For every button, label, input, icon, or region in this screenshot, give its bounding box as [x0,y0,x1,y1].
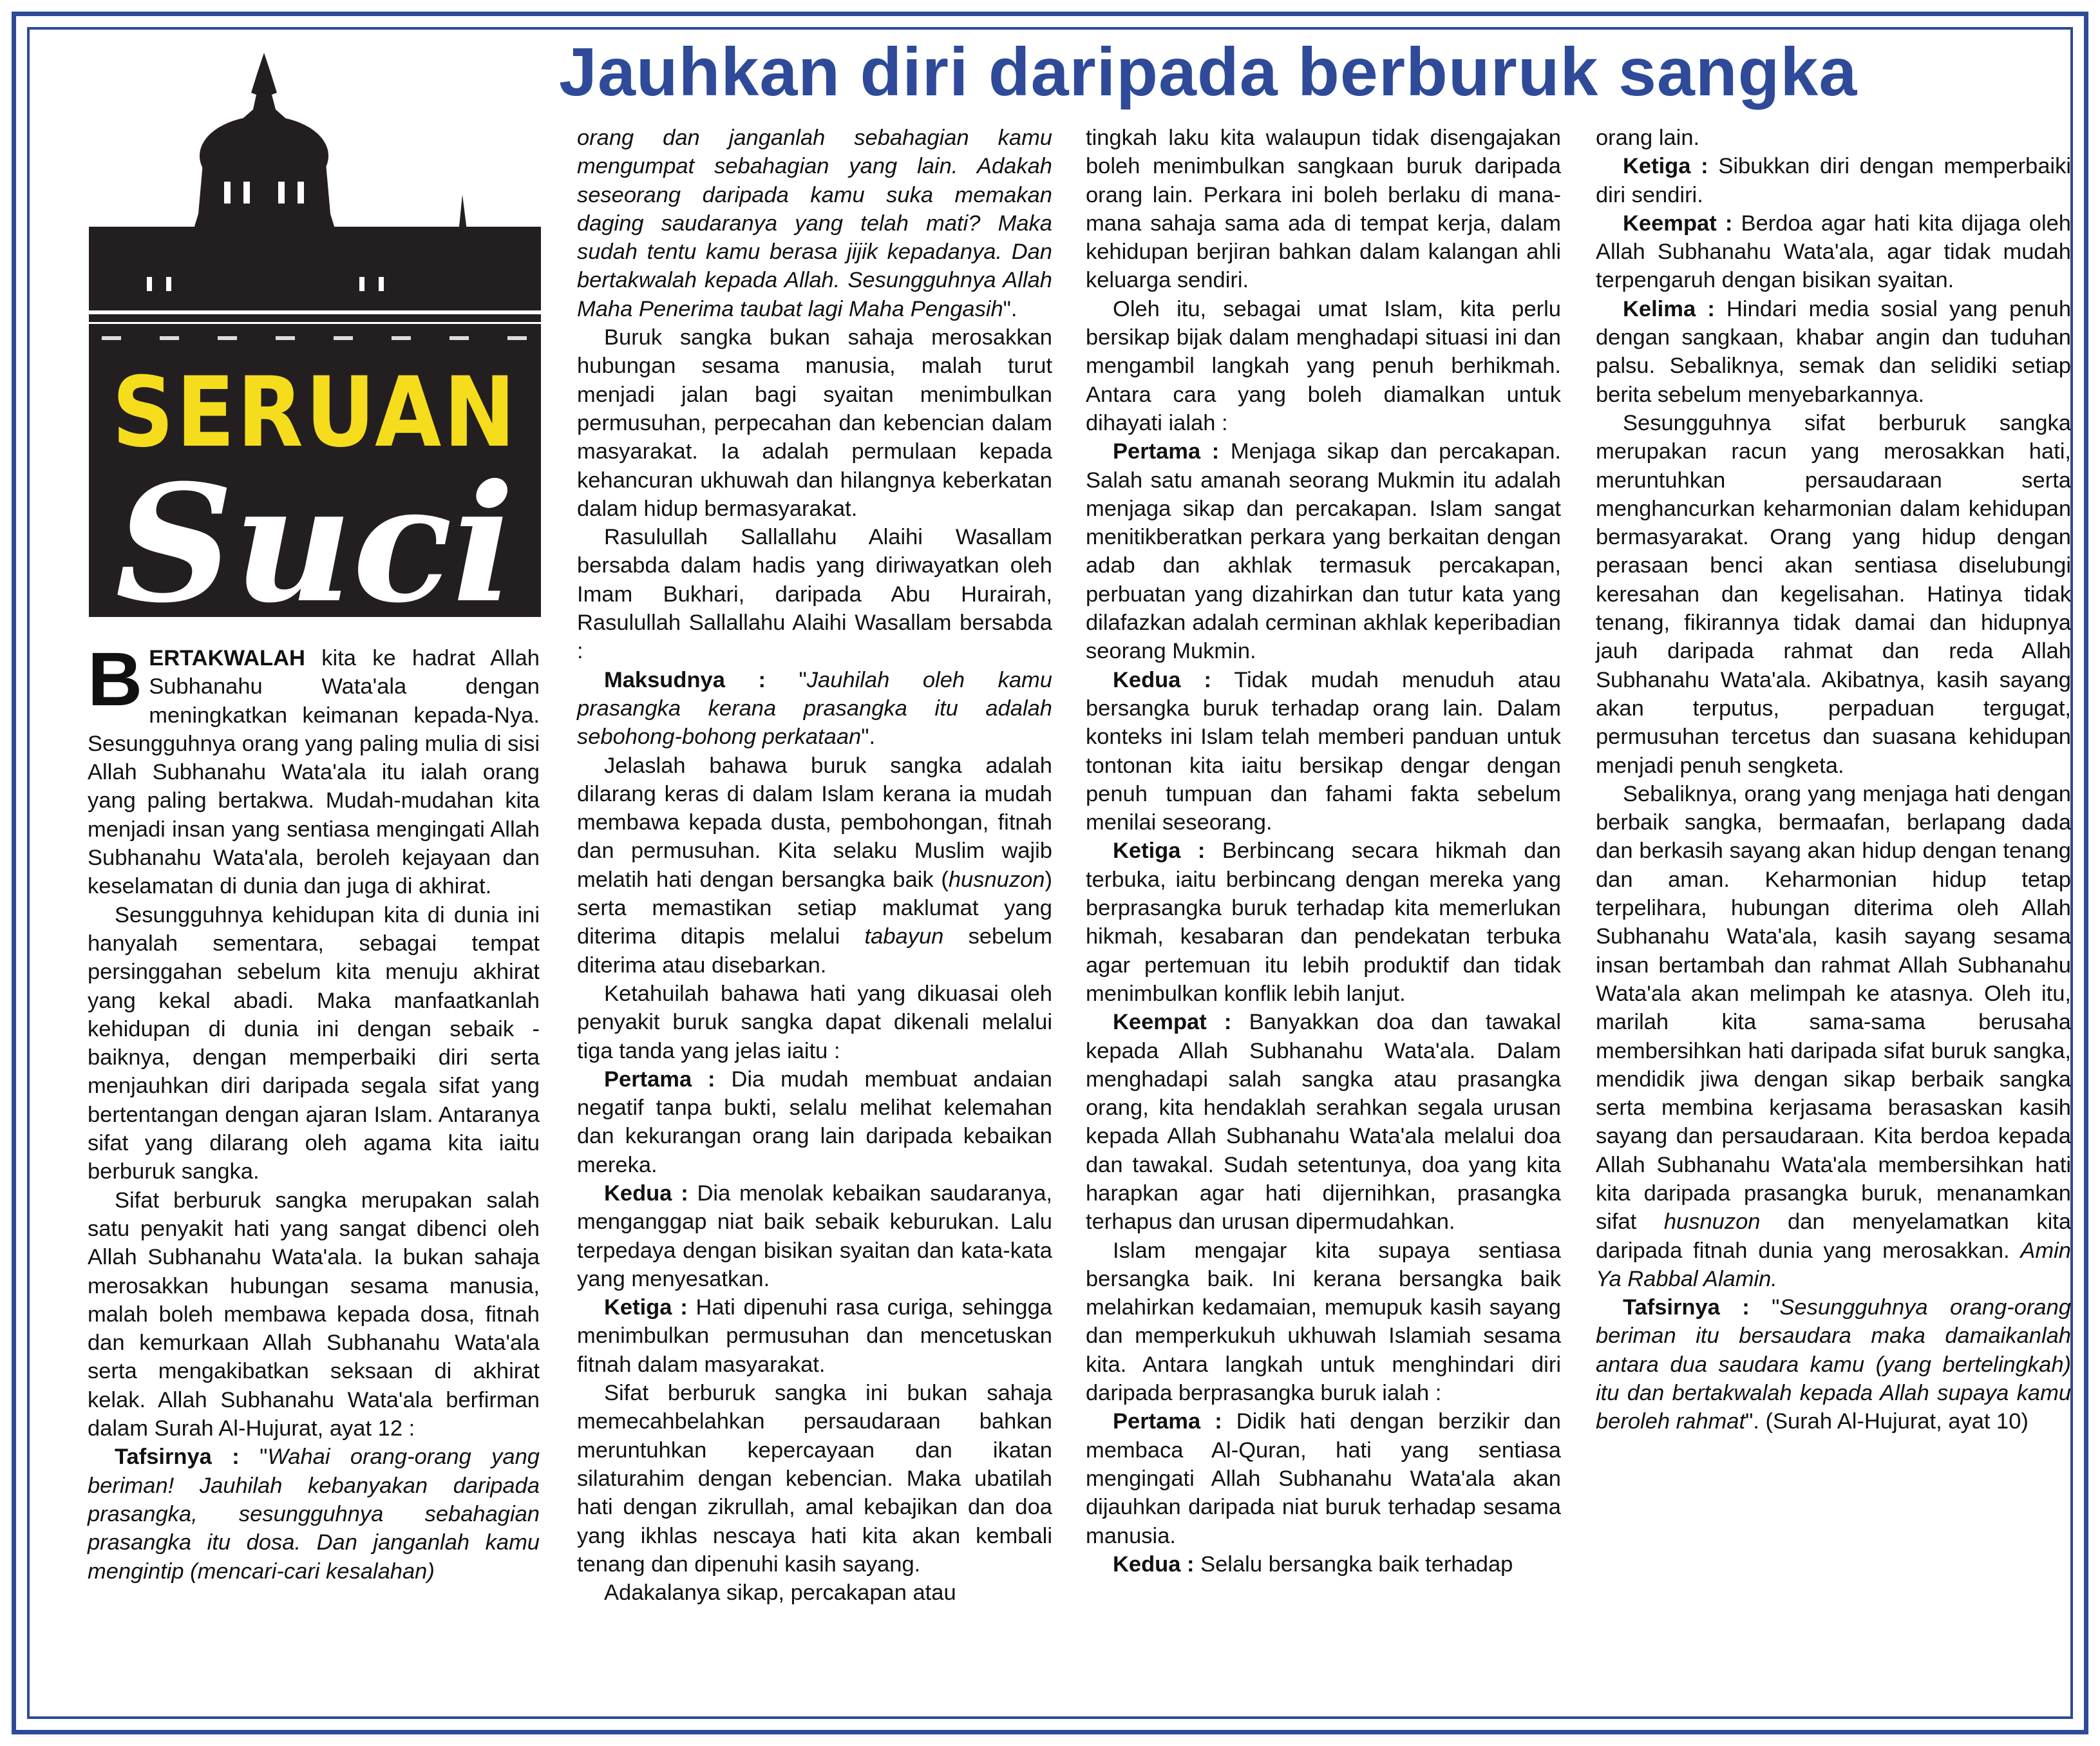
paragraph-text: Hati dipenuhi rasa curiga, sehingga menimbulkan permusuhan dan mencetuskan fitnah dalam masyarakat. [577,1295,1052,1377]
paragraph-text: Berdoa agar hati kita dijaga oleh Allah Subhanahu Wata'ala, agar tidak mudah terpengaruh dengan bisikan syaitan. [1596,211,2071,293]
hadith-translation: Jauhilah oleh kamu prasangka kerana prasangka itu adalah sebohong-bohong perkataan [577,667,1052,750]
quote-mark: " [1749,1295,1780,1320]
drop-cap: B [88,637,143,722]
logo-word-suci: Suci [115,449,515,617]
lead-word: Tafsirnya : [115,1445,240,1470]
seruan-suci-logo [89,33,541,617]
article-headline: Jauhkan diri daripada berburuk sangka [559,34,1858,110]
paragraph: Adakalanya sikap, percakapan atau [604,1580,956,1606]
paragraph: Oleh itu, sebagai umat Islam, kita perlu bersikap bijak dalam menghadapi situasi ini dan mengambil langkah yang penuh berhikmah. Antara cara yang boleh diamalkan untuk dihayati ialah : [1086,296,1561,435]
quote-end: ". [861,725,876,750]
article-column-4 [1596,124,2071,1436]
paragraph [88,1443,540,1585]
lead-word: Ketiga : [1113,839,1206,864]
paragraph-text: Jelaslah bahawa buruk sangka adalah dilarang keras di dalam Islam kerana ia mudah membawa kepada dusta, pembohongan, fitnah dan permusuhan. Kita selaku Muslim wajib melatih hati dengan bersangka baik ( [577,753,1052,892]
quote-end: ". [1003,296,1017,321]
lead-word: Ketiga : [1623,154,1708,179]
italic-term: husnuzon [948,867,1045,892]
lead-word: Kedua : [1113,667,1211,692]
paragraph [1086,437,1561,665]
paragraph-text: kita ke hadrat Allah Subhanahu Wata'ala dengan meningkatkan keimanan kepada-Nya. Sesungguhnya orang yang paling mulia di sisi Allah Subhanahu Wata'ala itu ialah orang yang paling bertakwa. Mudah-mudahan kita menjadi insan yang sentiasa mengingati Allah Subhanahu Wata'ala, beroleh kejayaan dan keselamatan di dunia dan juga di akhirat. [88,646,540,899]
paragraph [1086,666,1561,837]
paragraph-text: Sebaliknya, orang yang menjaga hati dengan berbaik sangka, bermaafan, berlapang dada dan berkasih sayang akan hidup dengan tenang dan aman. Keharmonian hidup tetap terpelihara, hubungan diterima oleh Allah Subhanahu Wata'ala, kasih sayang sesama insan bertambah dan rahmat Allah Subhanahu Wata'ala akan melimpah ke atasnya. Oleh itu, marilah kita sama-sama berusaha membersihkan hati daripada sifat buruk sangka, mendidik jiwa dengan sikap berbaik sangka serta membina kerjasama berasaskan kasih sayang dan persaudaraan. Kita berdoa kepada Allah Subhanahu Wata'ala membersihkan hati kita daripada prasangka buruk, menanamkan sifat [1596,781,2071,1235]
quote-mark: " [239,1445,268,1470]
paragraph [1086,837,1561,1008]
lead-word: Keempat : [1623,211,1733,236]
lead-word: Kedua : [604,1181,688,1206]
paragraph-text: sebelum diterima atau disebarkan. [577,924,1052,978]
paragraph: Ketahuilah bahawa hati yang dikuasai oleh penyakit buruk sangka dapat dikenali melalui tiga tanda yang jelas iaitu : [577,981,1052,1063]
paragraph-text: Hindari media sosial yang penuh dengan sangkaan, khabar angin dan tuduhan palsu. Sebaliknya, semak dan selidiki setiap berita sebelum menyebarkannya. [1596,296,2072,407]
article-column-2 [577,124,1052,1607]
quran-translation: Wahai orang-orang yang beriman! Jauhilah kebanyakan daripada prasangka, sesungguhnya sebahagian prasangka itu dosa. Dan janganlah kamu mengintip (mencari-cari kesalahan) [88,1445,540,1584]
paragraph: orang lain. [1596,126,1700,150]
lead-word: Keempat : [1113,1010,1232,1035]
paragraph: Sesungguhnya kehidupan kita di dunia ini hanyalah sementara, sebagai tempat persinggahan sebelum kita menuju akhirat yang kekal abadi. Maka manfaatkanlah kehidupan di dunia ini dengan sebaik - baiknya, dengan memperbaiki diri serta menjauhkan diri daripada segala sifat yang bertentangan dengan ajaran Islam. Antaranya sifat yang dilarang oleh agama kita iaitu berburuk sangka. [88,902,540,1184]
paragraph-text: Berbincang secara hikmah dan terbuka, iaitu berbincang dengan mereka yang berprasangka buruk terhadap kita memerlukan hikmah, kesabaran dan pendekatan terbuka agar pertemuan itu lebih produktif dan tidak menimbulkan konflik lebih lanjut. [1086,839,1561,1006]
paragraph [577,1065,1052,1179]
paragraph: Islam mengajar kita supaya sentiasa bersangka baik. Ini kerana bersangka baik melahirkan kedamaian, memupuk kasih sayang dan memperkukuh ukhuwah Islamiah sesama kita. Antara langkah untuk menghindari diri daripada berprasangka buruk ialah : [1086,1238,1561,1406]
paragraph [577,666,1052,752]
italic-term: husnuzon [1663,1210,1761,1235]
paragraph-text: Didik hati dengan berzikir dan membaca Al-Quran, hati yang sentiasa mengingati Allah Subhanahu Wata'ala akan dijauhkan daripada niat buruk terhadap sesama manusia. [1086,1409,1561,1548]
paragraph-text: Sibukkan diri dengan memperbaiki diri sendiri. [1596,154,2071,207]
quran-translation: Sesungguhnya orang-orang beriman itu bersaudara maka damaikanlah antara dua saudara kamu (yang bertelingkah) itu dan bertakwalah kepada Allah supaya kamu beroleh rahmat [1596,1295,2071,1434]
paragraph: Sesungguhnya sifat berburuk sangka merupakan racun yang merosakkan hati, meruntuhkan persaudaraan serta menghancurkan keharmonian dalam kehidupan bermasyarakat. Orang yang hidup dengan perasaan benci akan sentiasa diselubungi keresahan dan kegelisahan. Hatinya tidak tenang, fikirannya tidak damai dan hidupnya jauh daripada rahmat dan reda Allah Subhanahu Wata'ala. Akibatnya, kasih sayang akan terputus, perpaduan tergugat, permusuhan tercetus dan suasana kehidupan menjadi penuh sengketa. [1596,410,2071,778]
paragraph-text: dan menyelamatkan kita daripada fitnah dunia yang merosakkan. [1596,1210,2072,1263]
quote-mark: " [765,667,807,692]
quote-end: ". (Surah Al-Hujurat, ayat 10) [1745,1409,2029,1434]
paragraph [1086,1008,1561,1236]
paragraph [88,637,540,901]
paragraph [1596,1293,2071,1436]
paragraph-text: ) serta memastikan setiap maklumat yang diterima ditapis melalui [577,867,1052,949]
paragraph-text: Banyakkan doa dan tawakal kepada Allah Subhanahu Wata'ala. Dalam menghadapi salah sangka atau prasangka orang, kita hendaklah serahkan segala urusan kepada Allah Subhanahu Wata'ala melalui doa dan tawakal. Sudah setentunya, doa yang kita harapkan agar hati dijernihkan, prasangka terhapus dan urusan dipermudahkan. [1086,1010,1561,1235]
paragraph: tingkah laku kita walaupun tidak disengajakan boleh menimbulkan sangkaan buruk daripada orang lain. Perkara ini boleh berlaku di mana-mana sahaja sama ada di tempat kerja, dalam kehidupan berjiran bahkan dalam kalangan ahli keluarga sendiri. [1086,126,1561,293]
paragraph: Sifat berburuk sangka merupakan salah satu penyakit hati yang sangat dibenci oleh Allah Subhanahu Wata'ala. Ia bukan sahaja merosakkan hubungan sesama manusia, malah boleh membawa kepada dosa, fitnah dan kemurkaan Allah Subhanahu Wata'ala serta mengakibatkan seksaan di akhirat kelak. Allah Subhanahu Wata'ala berfirman dalam Surah Al-Hujurat, ayat 12 : [88,1188,540,1441]
paragraph [577,1179,1052,1293]
lead-word: ERTAKWALAH [149,646,305,670]
lead-word: Tafsirnya : [1623,1295,1750,1320]
paragraph: Buruk sangka bukan sahaja merosakkan hubungan sesama manusia, malah turut menjadi jalan bagi syaitan menimbulkan permusuhan, perpecahan dan kebencian dalam masyarakat. Ia adalah permulaan kepada kehancuran ukhuwah dan hilangnya keberkatan dalam hidup bermasyarakat. [577,325,1052,521]
paragraph [1086,1407,1561,1550]
paragraph-text: Selalu bersangka baik terhadap [1194,1551,1513,1577]
paragraph: Sifat berburuk sangka ini bukan sahaja memecahbelahkan persaudaraan bahkan meruntuhkan kepercayaan dan ikatan silaturahim dengan kebencian. Maka ubatilah hati dengan zikrullah, amal kebajikan dan doa yang ikhlas nescaya hati kita akan kembali tenang dan dipenuhi kasih sayang. [577,1381,1052,1577]
lead-word: Ketiga : [604,1295,688,1320]
paragraph-text: Dia menolak kebaikan saudaranya, menganggap niat baik sebaik keburukan. Lalu terpedaya dengan bisikan syaitan dan kata-kata yang menyesatkan. [577,1181,1053,1291]
mosque-silhouette-icon [89,33,541,617]
lead-word: Kelima : [1623,296,1715,321]
lead-word: Kedua : [1113,1551,1195,1577]
logo-word-seruan: SERUAN [112,357,518,469]
paragraph [577,752,1052,980]
paragraph [577,1293,1052,1379]
article-column-3 [1086,124,1561,1579]
lead-word: Pertama : [1113,1409,1222,1434]
italic-term: Amin Ya Rabbal Alamin. [1596,1238,2071,1291]
paragraph-text: Tidak mudah menuduh atau bersangka buruk terhadap orang lain. Dalam konteks ini Islam telah memberi panduan untuk tontonan kita iaitu bersikap dengar dengan penuh tumpuan dan fahami fakta sebelum menilai seseorang. [1086,667,1561,835]
paragraph: Rasulullah Sallallahu Alaihi Wasallam bersabda dalam hadis yang diriwayatkan oleh Imam Bukhari, daripada Abu Hurairah, Rasulullah Sallallahu Alaihi Wasallam bersabda : [577,525,1052,664]
paragraph [1596,295,2071,409]
italic-term: tabayun [864,924,944,949]
lead-word: Pertama : [604,1067,715,1092]
paragraph-text: Dia mudah membuat andaian negatif tanpa bukti, selalu melihat kelemahan dan kekurangan orang lain daripada kebaikan mereka. [577,1067,1052,1177]
lead-word: Pertama : [1113,439,1220,464]
lead-word: Maksudnya : [604,667,766,692]
paragraph-text: Menjaga sikap dan percakapan. Salah satu amanah seorang Mukmin itu adalah menjaga sikap dan percakapan. Islam sangat menitikberatkan perkara yang berkaitan dengan adab dan akhlak termasuk percakapan, perbuatan yang dizahirkan dan tutur kata yang dilafazkan adalah cerminan akhlak keperibadian seorang Mukmin. [1086,439,1561,664]
paragraph [1086,1550,1561,1579]
quran-translation: orang dan janganlah sebahagian kamu mengumpat sebahagian yang lain. Adakah seseorang daripada kamu suka memakan daging saudaranya yang telah mati? Maka sudah tentu kamu berasa jijik kepadanya. Dan bertakwalah kepada Allah. Sesungguhnya Allah Maha Penerima taubat lagi Maha Pengasih [577,126,1052,321]
article-column-1 [88,637,540,1586]
paragraph [1596,152,2071,209]
paragraph [1596,209,2071,295]
paragraph [1596,780,2071,1293]
paragraph [577,124,1052,323]
